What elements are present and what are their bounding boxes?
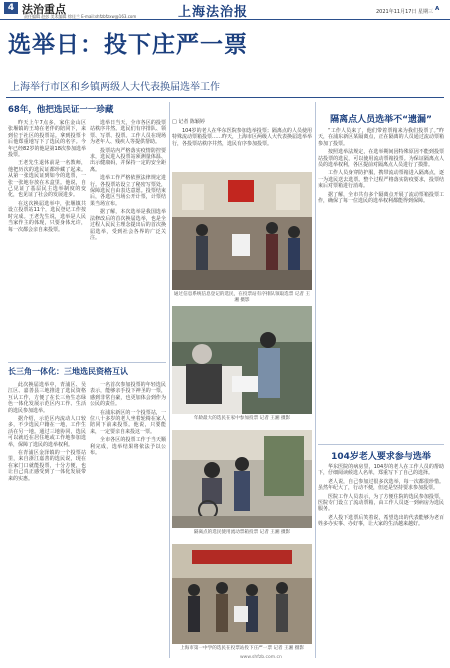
footer-url: www.shfzb.com.cn xyxy=(240,655,282,660)
paragraph: 一名首次参加投票的年轻选民表示，能够亲手投下神圣的一票，感到非常自豪，也更加体会到作为公民的责任。 xyxy=(90,382,166,408)
section-rule xyxy=(318,444,444,445)
photo-elderly-voter xyxy=(172,306,312,414)
section-mark: 4 xyxy=(4,2,18,14)
column-3b xyxy=(318,464,444,658)
paragraph: 老人投下选票后笑着说，希望选出的代表能够为老百姓多办实事、办好事，让大家的生活越来越好。 xyxy=(318,514,444,528)
headline: 选举日：投下庄严一票 xyxy=(8,32,248,58)
column-1-cont xyxy=(90,120,166,360)
photo-school-voters xyxy=(172,544,312,644)
paragraph: 医院工作人员表示，为了方便住院的选民参加投票，医院专门设立了流动票箱，由工作人员逐一到病房为选民服务。 xyxy=(318,493,444,513)
column-divider xyxy=(315,102,316,658)
col1-body xyxy=(8,120,86,233)
photo-caption xyxy=(172,646,312,652)
section-name: 法治重点 xyxy=(22,3,66,16)
subheadline: 上海举行市区和乡镇两级人大代表换届选举工作 xyxy=(10,82,220,93)
section-rule xyxy=(8,362,166,363)
caption-text: 隔离点的选民使用流动票箱投票 xyxy=(193,530,259,535)
caption-text: 通过信息系统信息登记的选民，在投票站有序排队领取选票 xyxy=(173,292,294,297)
photo-voting-hall xyxy=(172,172,312,290)
col3-title: 隔离点人员选举不“遗漏” xyxy=(330,115,432,125)
caption-text: 上海市第一中学的选民在投票站投下庄严一票 xyxy=(180,646,272,651)
byline: □ 记者 陈颖婷 xyxy=(172,119,205,125)
photo-caption xyxy=(172,530,312,536)
masthead: 上海法治报 xyxy=(178,5,249,20)
paragraph: 王老先生退休前是一名教师，他把历次的选民证都珍藏了起来。从第一张选民证到如今的选票，一张一张地存放在木盒里。他说，自己见证了基层民主选举制度的变化，也见证了社会的发展进步。 xyxy=(8,160,86,199)
photo-credit: 记者 王湘 摄影 xyxy=(259,416,291,421)
page-number: A xyxy=(435,6,440,12)
photo-caption xyxy=(172,416,312,422)
paragraph: 在这次换届选举中，张堰镇共设立投票站11个，选民登记工作按时完成。王老先生说，选举是人民当家作主的体现，只要身体允许，每一次都会亲自来投票。 xyxy=(8,200,86,233)
col1-title: 68年，他把选民证一一珍藏 xyxy=(8,105,114,115)
photo-credit: 记者 王湘 摄影 xyxy=(259,530,291,535)
col2b-body xyxy=(90,382,166,456)
page-header xyxy=(0,0,450,20)
photo-credit: 记者 王湘 摄影 xyxy=(273,646,304,651)
column-2b xyxy=(90,382,166,658)
paragraph: 在青浦区金泽镇的一个投票站里，来自浙江嘉善的选民说，现在在家门口就能投票，十分方便，也让自己真正感受到了一体化发展带来的实惠。 xyxy=(8,450,86,482)
column-3 xyxy=(318,128,444,444)
paragraph: “工作人员来了，他们带着票箱来为我们投票了。”昨天，在浦东新区某隔离点，正在隔离的人员通过流动票箱参加了投票。 xyxy=(318,128,444,147)
col3b-body xyxy=(318,464,444,528)
paragraph: 老人说，自己参加过很多次选举，每一次都很珍惜。虽然年纪大了，行动不便，但还是坚持要求参加投票。 xyxy=(318,478,444,492)
col1b-body xyxy=(8,382,86,482)
photo-credit: 记者 王湘 摄影 xyxy=(234,292,311,303)
headline-rule xyxy=(6,97,444,98)
edit-info: 责任编辑 赵彭 美术编辑 徐佳兰 E-mail:shfzbfzxw@163.com xyxy=(24,14,137,19)
paragraph: 按照选举法规定，在选举期间因特殊原因不能到投票站投票的选民，可以使用流动票箱投票。为保证隔离点人员的选举权利，各区提前对隔离点人员进行了摸排。 xyxy=(318,149,444,169)
paragraph: 选举日当天，全市各区的投票站秩序井然。选民们有序排队、领票、写票、投票。工作人员在现场为老年人、残疾人等提供帮助。 xyxy=(90,120,166,146)
paragraph: 据了解，全市共有多个隔离点开展了流动票箱投票工作，确保了每一位选民的选举权利都能得到保障。 xyxy=(318,191,444,205)
caption-text: 年龄最大的选民在家中参加投票 xyxy=(193,416,259,421)
col3b-title: 104岁老人要求参与选举 xyxy=(331,452,431,462)
paragraph: 工作人员身穿防护服，携带流动票箱进入隔离点，逐一为选民送去选票。整个过程严格落实防疫要求，投票结束后对票箱进行消毒。 xyxy=(318,170,444,190)
paragraph: 投票站内严格落实疫情防控要求，选民进入投票站须测量体温、出示健康码，并保持一定的安全距离。 xyxy=(90,147,166,173)
paragraph: 据了解，本次选举是我国选举法修改后的首次换届选举，也是全过程人民民主理念提出后的首次换届选举，受到社会各界的广泛关注。 xyxy=(90,209,166,241)
paragraph: 在浦东新区的一个投票站，一位八十多岁的老人坐着轮椅在家人陪同下前来投票。他说，只要能来，一定要亲自来投这一票。 xyxy=(90,409,166,435)
photo-intro: 104岁的老人在华东医院参加选举投票；隔离点的人员使用特殊流动票箱投票……昨天，上海市区两级人大代表换届选举举行，各投票站秩序井然，选民有序参加投票。 xyxy=(172,128,313,147)
photo-isolation-voting xyxy=(172,430,312,528)
paragraph: 昨天上午7点多，家住金山区张堰镇的王琦在老伴的陪同下，来到位于社区的投票站。拿到投票卡后他郑重地写下了选民的名字。今年已经82岁的他是第18次参加选举投票。 xyxy=(8,120,86,159)
paragraph: 据介绍，示范区内流动人口较多，不少选民户籍在一地，工作生活在另一地。通过三地协同，选民可以就近在居住地或工作地参加选举，保障了选民的选举权利。 xyxy=(8,416,86,448)
col2-body xyxy=(90,120,166,241)
col1b-title: 长三角一体化：三地选民资格互认 xyxy=(8,367,128,376)
paragraph: 全市各区的投票工作于当天顺利完成，选举结果将依法予以公布。 xyxy=(90,437,166,457)
paragraph: 华东医院的病房里，104岁的老人在工作人员的帮助下，仔细阅读候选人名单，郑重写下了自己的选择。 xyxy=(318,464,444,477)
photo-caption xyxy=(172,292,312,304)
column-divider xyxy=(169,102,170,658)
column-1 xyxy=(8,104,114,360)
paragraph: 此次换届选举中，青浦区、吴江区、嘉善县三地推进了选民资格互认工作，方便了在长三角生态绿色一体化发展示范区内工作、生活的选民参加选举。 xyxy=(8,382,86,414)
col3-body xyxy=(318,128,444,204)
paragraph: 选举工作严格依照法律规定进行。各投票站设立了秘密写票处，保障选民自由表达意愿。投票结束后，各选区当场公开计票，计票结果当场宣布。 xyxy=(90,175,166,207)
dateline: 2021年11月17日 星期三 xyxy=(376,9,434,15)
